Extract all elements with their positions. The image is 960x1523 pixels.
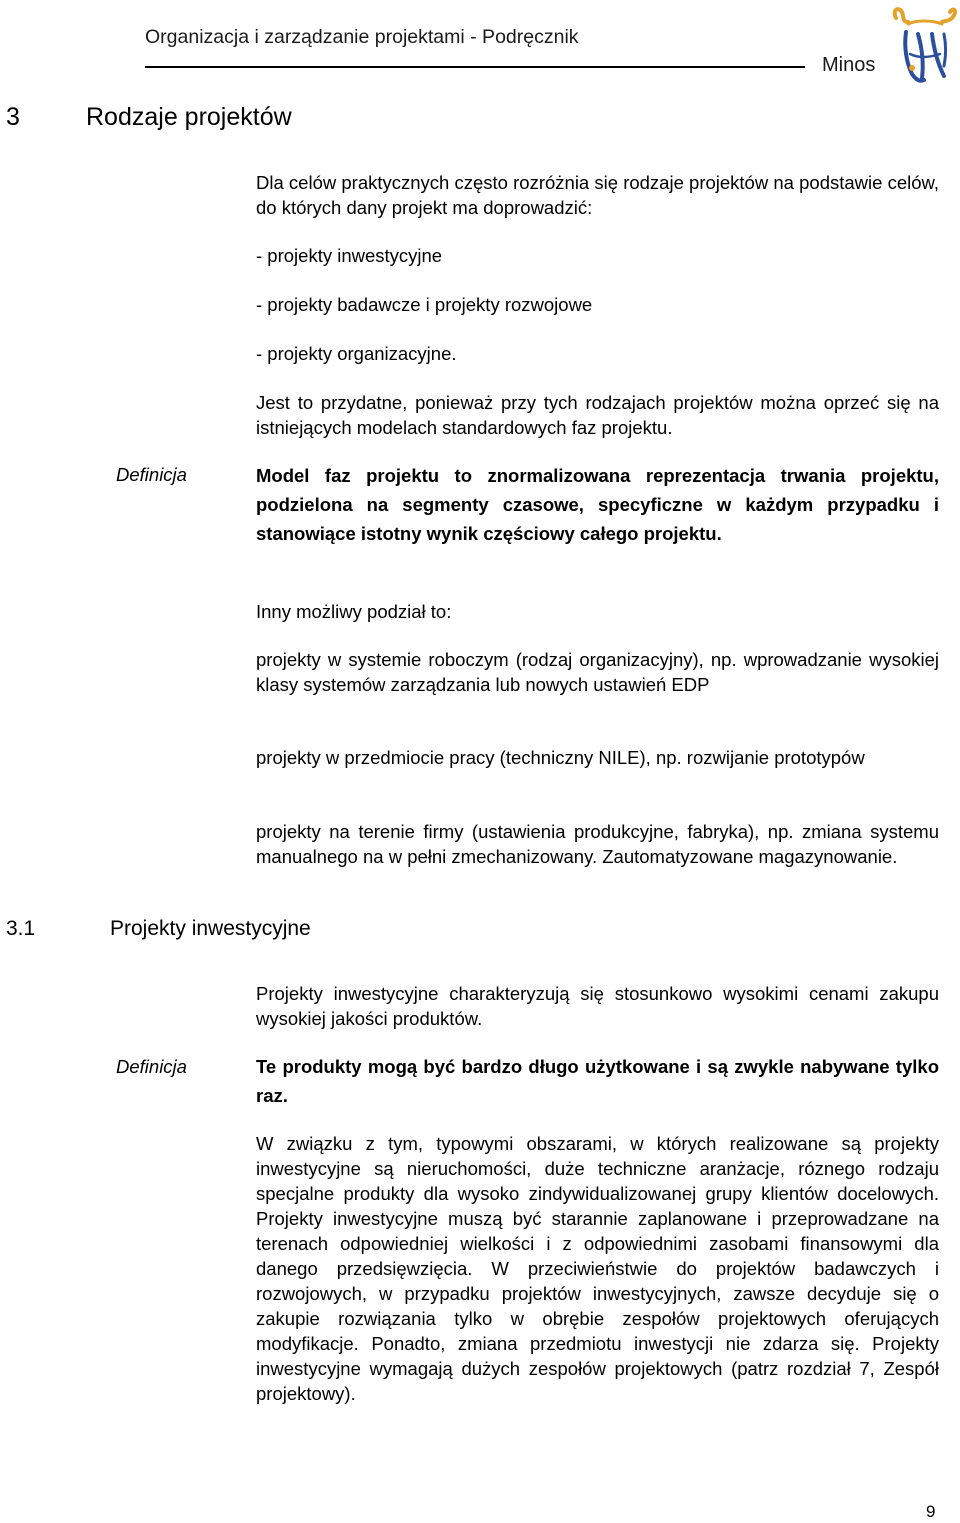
list-item: projekty w systemie roboczym (rodzaj organizacyjny), np. wprowadzanie wysokiej klasy systemów zarządzania lub nowych ustawień EDP	[256, 649, 939, 695]
list-item: - projekty inwestycyjne	[256, 245, 443, 266]
definition-text: Model faz projektu to znormalizowana reprezentacja trwania projektu, podzielona na segmenty czasowe, specyficzne w każdym przypadku i stanowiące istotny wynik częściowy całego projektu.	[256, 465, 939, 544]
subsection-heading	[6, 917, 311, 941]
definition-text: Te produkty mogą być bardzo długo użytkowane i są zwykle nabywane tylko raz.	[256, 1056, 939, 1106]
list-item: projekty w przedmiocie pracy (techniczny NILE), np. rozwijanie prototypów	[256, 747, 865, 768]
list-item: - projekty organizacyjne.	[256, 343, 457, 364]
section-title: Rodzaje projektów	[86, 103, 292, 131]
page-number: 9	[926, 1502, 936, 1521]
subsection-number: 3.1	[6, 917, 36, 940]
list-item: - projekty badawcze i projekty rozwojowe	[256, 294, 593, 315]
investment-paragraph-2: W związku z tym, typowymi obszarami, w których realizowane są projekty inwestycyjne są nieruchomości, duże techniczne aranżacje, róznego rodzaju specjalne produkty dla wysoko zindywidualizowanej grupy klientów docelowych. Projekty inwestycyjne muszą być starannie zaplanowane i przeprowadzane na terenach odpowiedniej wielkości i z odpowiednimi zasobami finansowymi dla danego przedsięwzięcia. W przeciwieństwie do projektów badawczych i rozwojowych, w przypadku projektów inwestycyjnych, zawsze decyduje się o zakupie rozwiązania tylko w obrębie zespołów projektowych oferujących modyfikacje. Ponadto, zmiana przedmiotu inwestycji nie zdarza się. Projekty inwestycyjne wymagają dużych zespołów projektowych (patrz rozdział 7, Zespół projektowy).	[256, 1133, 939, 1404]
section-number: 3	[6, 103, 20, 131]
minos-bull-logo	[888, 4, 958, 86]
header-brand: Minos	[822, 54, 876, 76]
intro-paragraph: Dla celów praktycznych często rozróżnia się rodzaje projektów na podstawie celów, do których dany projekt ma doprowadzić:	[256, 172, 939, 218]
list-item: projekty na terenie firmy (ustawienia produkcyjne, fabryka), np. zmiana systemu manualnego na w pełni zmechanizowany. Zautomatyzowane magazynowanie.	[256, 821, 939, 867]
header-rule	[145, 66, 805, 68]
definition-label: Definicja	[116, 464, 187, 485]
investment-paragraph: Projekty inwestycyjne charakteryzują się stosunkowo wysokimi cenami zakupu wysokiej jakości produktów.	[256, 983, 939, 1029]
intro-paragraph-2: Jest to przydatne, ponieważ przy tych rodzajach projektów można oprzeć się na istniejących modelach standardowych faz projektu.	[256, 392, 939, 438]
definition-label: Definicja	[116, 1056, 187, 1077]
subsection-title: Projekty inwestycyjne	[110, 917, 311, 940]
other-division-intro: Inny możliwy podział to:	[256, 601, 452, 622]
section-heading	[6, 103, 292, 132]
document-header-title: Organizacja i zarządzanie projektami - Podręcznik	[145, 26, 579, 48]
